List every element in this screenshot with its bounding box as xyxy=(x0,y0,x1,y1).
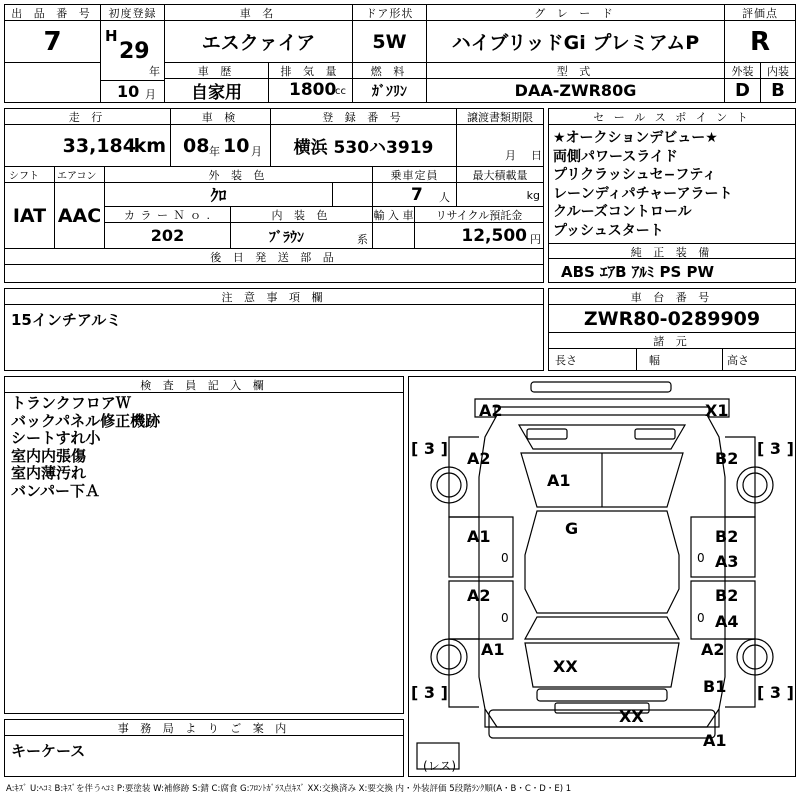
grade-label: グ レ ー ド xyxy=(427,5,725,21)
month: 10 xyxy=(117,82,140,101)
fuel-label: 燃 料 xyxy=(353,63,427,79)
model-label: 型 式 xyxy=(427,63,725,79)
transfer-month-unit: 月 xyxy=(505,149,516,162)
inspection-month-unit: 月 xyxy=(251,145,262,158)
length-label: 長さ xyxy=(549,349,637,370)
displacement-unit: cc xyxy=(335,86,346,97)
front-light-right xyxy=(635,429,675,439)
notes-label: 注 意 事 項 欄 xyxy=(5,289,543,305)
width-label: 幅 xyxy=(637,349,723,370)
code-rear-right: A1 xyxy=(703,731,727,750)
tire-rr-value: 3 xyxy=(769,683,782,702)
sales-point-item: プリクラッシュセ−フティ xyxy=(553,167,717,183)
front-bumper-shape xyxy=(531,382,671,392)
tire-fr-bracket: [ 3 ] xyxy=(757,439,794,458)
door-mark-r2: 0 xyxy=(697,611,705,625)
plate-label: 登 録 番 号 xyxy=(271,109,457,125)
rear-glass-shape xyxy=(525,617,679,639)
aircon-label: エアコン xyxy=(55,167,105,183)
inspector-line: バンパー下Ａ xyxy=(11,481,100,500)
history-label: 車 歴 xyxy=(165,63,269,79)
car-diagram-svg xyxy=(409,377,795,776)
inspector-line: バックパネル修正機跡 xyxy=(11,411,161,430)
trunk-shape xyxy=(525,643,679,687)
era: H xyxy=(105,27,118,45)
sales-point-item: ★オークションデビュー★ xyxy=(553,130,718,146)
mileage-label: 走 行 xyxy=(5,109,171,125)
chassis-label: 車 台 番 号 xyxy=(549,289,795,305)
inspection-month: 10 xyxy=(223,135,250,157)
sales-point-item: プッシュスタート xyxy=(553,222,664,239)
interior-grade: B xyxy=(771,80,785,101)
inspection-label: 車 検 xyxy=(171,109,271,125)
code-right-rear-door-2: A4 xyxy=(715,612,739,631)
int-color-label: 内 装 色 xyxy=(231,207,373,223)
inspector-list xyxy=(11,395,160,500)
car-name: エスクァイア xyxy=(165,21,353,63)
tire-rr-bracket: [ 3 ] xyxy=(757,683,794,702)
later-parts-label: 後 日 発 送 部 品 xyxy=(5,249,543,265)
left-door-front xyxy=(449,517,513,577)
mileage-unit: km xyxy=(133,135,166,157)
year-unit: 年 xyxy=(149,65,160,78)
year: 29 xyxy=(119,39,150,64)
max-load-unit: kg xyxy=(526,189,540,202)
interior-label: 内装 xyxy=(761,63,795,79)
sales-points-block xyxy=(548,108,796,283)
rear-right-fender-shape xyxy=(725,639,755,707)
import-label: 輸 入 車 xyxy=(373,209,414,222)
notes-value: 15インチアルミ xyxy=(11,311,122,329)
car-name-label: 車 名 xyxy=(165,5,353,21)
inspection-year: 08 xyxy=(183,135,210,157)
chassis-number: ZWR80-0289909 xyxy=(549,305,795,333)
mileage-cell xyxy=(5,125,171,167)
sales-points-list xyxy=(553,129,793,240)
code-front-right: X1 xyxy=(705,401,729,420)
transfer-day-unit: 日 xyxy=(531,149,542,162)
spare-label: (レス) xyxy=(423,759,457,773)
score-label: 評価点 xyxy=(725,5,795,21)
max-load-label: 最大積載量 xyxy=(457,167,543,183)
first-reg-label: 初度登録 xyxy=(101,5,165,21)
first-reg-year-cell xyxy=(101,21,165,81)
max-load-cell xyxy=(457,183,543,207)
capacity-cell xyxy=(373,183,457,207)
height-label: 高さ xyxy=(727,353,749,367)
plate: 横浜 530ハ3919 xyxy=(271,125,457,167)
door-type: 5W xyxy=(353,21,427,63)
int-color-cell xyxy=(231,223,373,249)
shift: IAT xyxy=(5,183,55,249)
code-right-front-door-2: A3 xyxy=(715,552,739,571)
recycle-unit: 円 xyxy=(530,233,541,246)
code-rear-bumper: XX xyxy=(619,707,644,726)
code-right-front-door: B2 xyxy=(715,527,739,546)
recycle-cell xyxy=(415,223,543,249)
displacement-cell xyxy=(269,79,353,102)
inspector-line: シートすれ小 xyxy=(11,429,101,447)
genuine-equipment: ABS ｴｱB ｱﾙﾐ PS PW xyxy=(561,263,715,281)
code-left-front-fender: A2 xyxy=(467,449,491,468)
rear-bumper-shape xyxy=(489,710,715,738)
model: DAA-ZWR80G xyxy=(427,79,725,102)
import-cell xyxy=(373,223,415,249)
history: 自家用 xyxy=(165,79,269,102)
header-block xyxy=(4,4,796,103)
sales-point-item: クルーズコントロール xyxy=(553,204,692,220)
inspection-year-unit: 年 xyxy=(209,145,220,158)
roof-shape xyxy=(525,511,679,613)
tire-fl-bracket: [ 3 ] xyxy=(411,439,448,458)
notes-block xyxy=(4,288,544,371)
front-bumper-outline xyxy=(475,399,729,417)
ext-color-label: 外 装 色 xyxy=(105,167,373,183)
inspection-cell xyxy=(171,125,271,167)
code-right-rear-door: B2 xyxy=(715,586,739,605)
displacement: 1800 xyxy=(289,80,337,100)
door-mark-r1: 0 xyxy=(697,551,705,565)
code-left-rear-door: A2 xyxy=(467,586,491,605)
code-hood: A1 xyxy=(547,471,571,490)
front-light-left xyxy=(527,429,567,439)
code-right-rear-fender: A2 xyxy=(701,640,725,659)
int-color: ﾌﾞﾗｳﾝ xyxy=(269,230,304,246)
code-trunk: XX xyxy=(553,657,578,676)
office-label: 事 務 局 よ り ご 案 内 xyxy=(5,720,403,736)
code-left-rear-fender: A1 xyxy=(481,640,505,659)
genuine-equipment-label: 純 正 装 備 xyxy=(549,243,795,259)
inspector-line: 室内薄汚れ xyxy=(11,464,87,482)
capacity: 7 xyxy=(411,185,423,205)
color-no-label: カ ラ ー Ｎ ｏ . xyxy=(105,207,231,223)
office-block xyxy=(4,719,404,777)
sales-point-item: レーンディパチャーアラート xyxy=(553,185,733,202)
score: R xyxy=(725,21,795,63)
exterior-grade: D xyxy=(725,79,761,102)
rear-left-fender-shape xyxy=(449,639,479,707)
lot-number-label: 出 品 番 号 xyxy=(5,5,101,21)
first-reg-month-cell xyxy=(101,81,165,102)
transfer-cell xyxy=(457,125,543,167)
tire-fr-value: 3 xyxy=(769,439,782,458)
mileage: 33,184 xyxy=(62,135,136,157)
lot-number: 7 xyxy=(5,21,101,63)
car-diagram-block xyxy=(408,376,796,777)
spec-label: 諸 元 xyxy=(549,333,795,349)
fuel: ｶﾞｿﾘﾝ xyxy=(353,79,427,102)
door-mark-l1: 0 xyxy=(501,551,509,565)
tire-rl-bracket: [ 3 ] xyxy=(411,683,448,702)
rear-light-shape xyxy=(537,689,667,701)
tire-rl-value: 3 xyxy=(423,683,436,702)
inspector-block xyxy=(4,376,404,714)
grade: ハイブリッドGi プレミアムP xyxy=(427,21,725,63)
tire-fl-value: 3 xyxy=(423,439,436,458)
code-right-front-fender: B2 xyxy=(715,449,739,468)
capacity-unit: 人 xyxy=(439,191,450,204)
sales-points-label: セ ー ル ス ポ イ ン ト xyxy=(549,109,795,125)
capacity-label: 乗車定員 xyxy=(373,167,457,183)
ext-color: ｸﾛ xyxy=(105,183,333,207)
code-roof: G xyxy=(565,519,579,538)
chassis-block xyxy=(548,288,796,371)
recycle-label: リサイクル預託金 xyxy=(415,207,543,223)
rear-bumper-outline xyxy=(485,709,719,727)
recycle: 12,500 xyxy=(461,226,527,246)
code-left-front-door: A1 xyxy=(467,527,491,546)
shift-label: シフト xyxy=(5,167,55,183)
door-label: ドア形状 xyxy=(353,5,427,21)
door-mark-l2: 0 xyxy=(501,611,509,625)
vehicle-info-block xyxy=(4,108,544,283)
color-no: 202 xyxy=(105,223,231,249)
transfer-label: 譲渡書類期限 xyxy=(457,109,543,125)
aircon: AAC xyxy=(55,183,105,249)
code-front-left: A2 xyxy=(479,401,503,420)
inspector-label: 検 査 員 記 入 欄 xyxy=(5,377,403,393)
month-unit: 月 xyxy=(145,88,156,101)
inspector-line: 室内内張傷 xyxy=(11,446,87,465)
int-color-unit: 系 xyxy=(357,233,368,246)
lot-number-blank xyxy=(5,63,101,102)
ext-color-blank xyxy=(333,183,373,207)
legend: A:ｷｽﾞ U:ﾍｺﾐ B:ｷｽﾞを伴うﾍｺﾐ P:要塗装 W:補修跡 S:錆 C:腐食 G:ﾌﾛﾝﾄｶﾞﾗｽ点ｷｽﾞ XX:交換済み X:要交換 内・外装評価 5段階ﾗﾝｸ順(A・B・C・D・E) 1 xyxy=(6,784,572,794)
exterior-label: 外装 xyxy=(725,63,761,79)
inspector-line: トランクフロアＷ xyxy=(11,394,131,412)
sales-point-item: 両側パワースライド xyxy=(553,148,678,165)
office-value: キーケース xyxy=(11,742,86,760)
displacement-label: 排 気 量 xyxy=(269,63,353,79)
code-right-rear-lower: B1 xyxy=(703,677,727,696)
